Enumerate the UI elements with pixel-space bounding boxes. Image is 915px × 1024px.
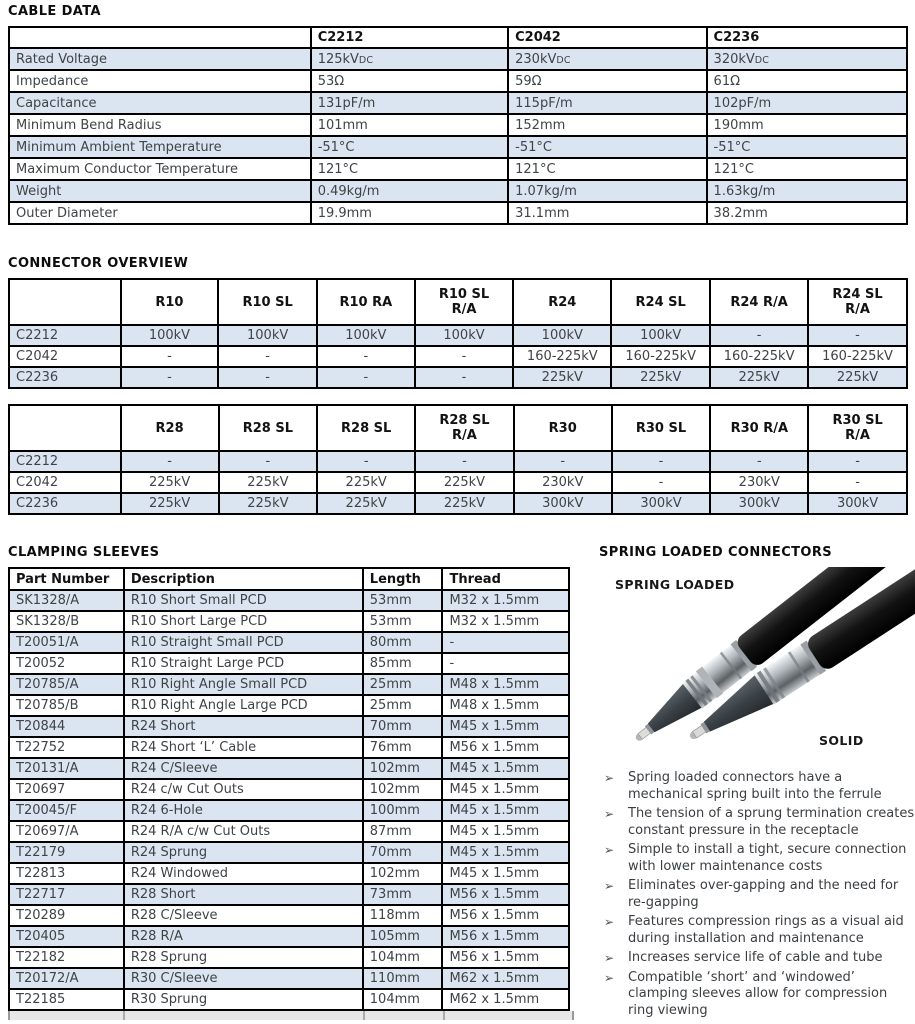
table-cell: C2236 xyxy=(9,367,121,388)
table-cell: 100kV xyxy=(317,325,415,346)
table-cell: Maximum Conductor Temperature xyxy=(9,158,311,180)
table-cell: R24 c/w Cut Outs xyxy=(124,779,363,800)
table-cell: - xyxy=(710,451,808,472)
table-cell: Minimum Bend Radius xyxy=(9,114,311,136)
column-header: C2212 xyxy=(311,27,508,48)
table-row xyxy=(9,70,907,92)
connector-overview-section xyxy=(8,256,908,515)
table-row xyxy=(9,136,907,158)
table-cell: Outer Diameter xyxy=(9,202,311,224)
table-cell: 225kV xyxy=(611,367,710,388)
column-header: Length xyxy=(363,568,443,590)
table-cell: R10 Straight Small PCD xyxy=(124,632,363,653)
table-cell: 110mm xyxy=(363,968,443,989)
table-cell: T20697 xyxy=(9,779,124,800)
table-cell: M56 x 1.5mm xyxy=(442,926,569,947)
table-cell: - xyxy=(442,653,569,674)
bullet-arrow-icon: ➢ xyxy=(604,843,615,857)
table-cell: 25mm xyxy=(363,695,443,716)
table-cell: 73mm xyxy=(363,884,443,905)
table-cell: R28 Short xyxy=(124,884,363,905)
table-cell: - xyxy=(415,346,514,367)
table-cell: M32 x 1.5mm xyxy=(442,611,569,632)
table-cell: 59Ω xyxy=(508,70,706,92)
bullet-text: Increases service life of cable and tube xyxy=(628,950,883,965)
table-cell: M45 x 1.5mm xyxy=(442,821,569,842)
table-cell: 53mm xyxy=(363,611,443,632)
table-row xyxy=(9,926,569,947)
table-cell: T22182 xyxy=(9,947,124,968)
table-cell: - xyxy=(317,367,415,388)
table-row xyxy=(9,695,569,716)
column-header: R30 xyxy=(514,405,612,451)
table-cell: R24 Short ‘L’ Cable xyxy=(124,737,363,758)
table-row xyxy=(9,92,907,114)
table-cell: 76mm xyxy=(363,737,443,758)
table-cell: 1.07kg/m xyxy=(508,180,706,202)
table-cell: 118mm xyxy=(363,905,443,926)
spring-loaded-section xyxy=(599,545,915,1022)
table-row xyxy=(9,114,907,136)
table-cell: - xyxy=(808,472,907,493)
table-cell: 100kV xyxy=(415,325,514,346)
table-cell: R24 6-Hole xyxy=(124,800,363,821)
feature-bullet-list xyxy=(599,770,915,1019)
table-cell: 225kV xyxy=(808,367,907,388)
table-cell: - xyxy=(808,325,907,346)
table-cell: SK1328/A xyxy=(9,590,124,611)
table-cell: 225kV xyxy=(415,472,514,493)
table-cell: C2042 xyxy=(9,472,121,493)
bullet-text: Compatible ‘short’ and ‘windowed’ clamping sleeves allow for compression ring viewing xyxy=(628,969,888,1018)
table-cell: - xyxy=(121,451,219,472)
bullet-item xyxy=(599,950,915,967)
table-cell: - xyxy=(219,451,318,472)
table-cell: 100kV xyxy=(121,325,219,346)
bullet-arrow-icon: ➢ xyxy=(604,771,615,785)
column-header: R30 R/A xyxy=(710,405,808,451)
bullet-text: Eliminates over-gapping and the need for re-gapping xyxy=(628,878,899,910)
column-header: R30 SL R/A xyxy=(808,405,907,451)
table-cell: 230kV xyxy=(710,472,808,493)
spring-loaded-connector xyxy=(626,567,915,753)
table-row xyxy=(9,821,569,842)
table-cell: C2042 xyxy=(9,346,121,367)
bullet-arrow-icon: ➢ xyxy=(604,951,615,965)
table-cell: T20051/A xyxy=(9,632,124,653)
cable-data-title: CABLE DATA xyxy=(8,4,101,19)
table-cell: T22185 xyxy=(9,989,124,1010)
column-header: R10 RA xyxy=(317,279,415,325)
table-cell: C2236 xyxy=(9,493,121,514)
table-row xyxy=(9,968,569,989)
bullet-item xyxy=(599,770,915,803)
spring-loaded-label: SPRING LOADED xyxy=(615,577,735,592)
table-cell: - xyxy=(317,451,415,472)
table-cell: R30 C/Sleeve xyxy=(124,968,363,989)
table-cell: M45 x 1.5mm xyxy=(442,758,569,779)
table-cell: T20405 xyxy=(9,926,124,947)
table-cell: - xyxy=(514,451,612,472)
next-row-partial xyxy=(8,1011,574,1020)
table-cell: 160-225kV xyxy=(808,346,907,367)
table-cell: -51°C xyxy=(707,136,907,158)
table-cell: T20785/B xyxy=(9,695,124,716)
table-cell: 320kVDC xyxy=(707,48,907,70)
cable-data-table xyxy=(8,26,908,225)
table-cell: 100kV xyxy=(611,325,710,346)
table-cell: R10 Short Large PCD xyxy=(124,611,363,632)
column-header: R28 xyxy=(121,405,219,451)
table-cell: - xyxy=(415,367,514,388)
table-cell: 100kV xyxy=(218,325,317,346)
table-cell: 300kV xyxy=(612,493,711,514)
table-cell: 87mm xyxy=(363,821,443,842)
column-header: R28 SL xyxy=(317,405,415,451)
table-cell: 19.9mm xyxy=(311,202,508,224)
table-cell: 225kV xyxy=(513,367,611,388)
table-row xyxy=(9,590,569,611)
table-cell: - xyxy=(218,346,317,367)
table-cell: - xyxy=(121,367,219,388)
solid-label: SOLID xyxy=(819,733,864,748)
table-cell: - xyxy=(442,632,569,653)
column-header: R10 xyxy=(121,279,219,325)
column-header: R10 SL R/A xyxy=(415,279,514,325)
table-cell: 61Ω xyxy=(707,70,907,92)
table-cell: Minimum Ambient Temperature xyxy=(9,136,311,158)
table-cell: 225kV xyxy=(121,472,219,493)
table-cell: M32 x 1.5mm xyxy=(442,590,569,611)
table-cell: 152mm xyxy=(508,114,706,136)
column-header: R10 SL xyxy=(218,279,317,325)
table-row xyxy=(9,947,569,968)
table-cell: C2212 xyxy=(9,325,121,346)
table-row xyxy=(9,451,907,472)
table-cell: 225kV xyxy=(415,493,514,514)
column-header xyxy=(9,27,311,48)
table-cell: 230kVDC xyxy=(508,48,706,70)
column-header: Part Number xyxy=(9,568,124,590)
table-row xyxy=(9,758,569,779)
bullet-arrow-icon: ➢ xyxy=(604,879,615,893)
table-cell: T20172/A xyxy=(9,968,124,989)
table-cell: M45 x 1.5mm xyxy=(442,863,569,884)
table-cell: T22813 xyxy=(9,863,124,884)
table-cell: 70mm xyxy=(363,716,443,737)
table-cell: 38.2mm xyxy=(707,202,907,224)
table-cell: 300kV xyxy=(710,493,808,514)
table-cell: - xyxy=(710,325,808,346)
table-row xyxy=(9,716,569,737)
table-cell: R10 Right Angle Small PCD xyxy=(124,674,363,695)
column-header: R28 SL R/A xyxy=(415,405,514,451)
table-cell: 85mm xyxy=(363,653,443,674)
column-header: R28 SL xyxy=(219,405,318,451)
bullet-text: Simple to install a tight, secure connection with lower maintenance costs xyxy=(628,842,907,874)
column-header: Thread xyxy=(442,568,569,590)
table-cell: M56 x 1.5mm xyxy=(442,905,569,926)
header-row xyxy=(9,27,907,48)
table-cell: -51°C xyxy=(311,136,508,158)
table-cell: R24 R/A c/w Cut Outs xyxy=(124,821,363,842)
table-cell: - xyxy=(121,346,219,367)
table-cell: - xyxy=(612,472,711,493)
connector-cables-image xyxy=(599,567,915,767)
table-cell: 1.63kg/m xyxy=(707,180,907,202)
table-cell: 225kV xyxy=(710,367,808,388)
table-cell: Weight xyxy=(9,180,311,202)
table-cell: R10 Straight Large PCD xyxy=(124,653,363,674)
table-cell: 102mm xyxy=(363,779,443,800)
table-cell: R28 Sprung xyxy=(124,947,363,968)
table-cell: R10 Short Small PCD xyxy=(124,590,363,611)
table-row xyxy=(9,158,907,180)
column-header: C2042 xyxy=(508,27,706,48)
table-row xyxy=(9,472,907,493)
table-cell: - xyxy=(317,346,415,367)
table-cell: 104mm xyxy=(363,947,443,968)
table-cell: R24 C/Sleeve xyxy=(124,758,363,779)
table-row xyxy=(9,863,569,884)
table-cell: T22179 xyxy=(9,842,124,863)
header-row xyxy=(9,568,569,590)
bullet-item xyxy=(599,914,915,947)
bullet-text: The tension of a sprung termination creates constant pressure in the receptacle xyxy=(628,806,915,838)
table-cell: T20785/A xyxy=(9,674,124,695)
table-row xyxy=(9,346,907,367)
table-cell: 230kV xyxy=(514,472,612,493)
table-cell: 121°C xyxy=(508,158,706,180)
table-cell: SK1328/B xyxy=(9,611,124,632)
table-cell: 53Ω xyxy=(311,70,508,92)
bullet-item xyxy=(599,970,915,1020)
table-cell: R24 Short xyxy=(124,716,363,737)
table-row xyxy=(9,779,569,800)
header-row xyxy=(9,405,907,451)
table-cell: 101mm xyxy=(311,114,508,136)
table-cell: M62 x 1.5mm xyxy=(442,968,569,989)
table-row xyxy=(9,180,907,202)
table-cell: T20697/A xyxy=(9,821,124,842)
table-cell: 125kVDC xyxy=(311,48,508,70)
connector-overview-title: CONNECTOR OVERVIEW xyxy=(8,256,189,271)
table-cell: T20844 xyxy=(9,716,124,737)
table-cell: 160-225kV xyxy=(513,346,611,367)
table-cell: M56 x 1.5mm xyxy=(442,884,569,905)
table-cell: M56 x 1.5mm xyxy=(442,737,569,758)
table-cell: M48 x 1.5mm xyxy=(442,695,569,716)
table-cell: 160-225kV xyxy=(611,346,710,367)
table-cell: R24 Windowed xyxy=(124,863,363,884)
table-cell: C2212 xyxy=(9,451,121,472)
table-cell: 100kV xyxy=(513,325,611,346)
table-cell: 102pF/m xyxy=(707,92,907,114)
table-cell: T20289 xyxy=(9,905,124,926)
table-cell: 0.49kg/m xyxy=(311,180,508,202)
table-row xyxy=(9,989,569,1010)
table-cell: 115pF/m xyxy=(508,92,706,114)
table-cell: 225kV xyxy=(121,493,219,514)
table-cell: 121°C xyxy=(311,158,508,180)
table-cell: 225kV xyxy=(219,472,318,493)
table-cell: Impedance xyxy=(9,70,311,92)
table-cell: 225kV xyxy=(219,493,318,514)
table-row xyxy=(9,905,569,926)
table-cell: 102mm xyxy=(363,758,443,779)
table-cell: M45 x 1.5mm xyxy=(442,716,569,737)
table-cell: 31.1mm xyxy=(508,202,706,224)
table-cell: T20131/A xyxy=(9,758,124,779)
connector-photo xyxy=(599,567,915,767)
table-cell: 121°C xyxy=(707,158,907,180)
table-cell: 190mm xyxy=(707,114,907,136)
table-row xyxy=(9,632,569,653)
table-row xyxy=(9,800,569,821)
table-cell: M56 x 1.5mm xyxy=(442,947,569,968)
table-cell: R28 R/A xyxy=(124,926,363,947)
table-cell: 160-225kV xyxy=(710,346,808,367)
table-cell: 225kV xyxy=(317,472,415,493)
bullet-text: Features compression rings as a visual aid during installation and maintenance xyxy=(628,914,904,946)
bullet-arrow-icon: ➢ xyxy=(604,970,615,985)
table-row xyxy=(9,842,569,863)
clamping-sleeves-section xyxy=(8,545,570,1020)
column-header xyxy=(9,405,121,451)
table-cell: 225kV xyxy=(317,493,415,514)
table-cell: 80mm xyxy=(363,632,443,653)
table-cell: 105mm xyxy=(363,926,443,947)
table-cell: R30 Sprung xyxy=(124,989,363,1010)
bullet-arrow-icon: ➢ xyxy=(604,915,615,929)
table-cell: - xyxy=(415,451,514,472)
table-cell: -51°C xyxy=(508,136,706,158)
table-cell: - xyxy=(808,451,907,472)
table-cell: 102mm xyxy=(363,863,443,884)
table-cell: Capacitance xyxy=(9,92,311,114)
table-cell: Rated Voltage xyxy=(9,48,311,70)
table-row xyxy=(9,674,569,695)
connector-table-r10-r24 xyxy=(8,278,908,389)
column-header: R24 xyxy=(513,279,611,325)
table-cell: 104mm xyxy=(363,989,443,1010)
table-row xyxy=(9,493,907,514)
table-row xyxy=(9,653,569,674)
table-cell: - xyxy=(612,451,711,472)
table-cell: R24 Sprung xyxy=(124,842,363,863)
column-header: Description xyxy=(124,568,363,590)
table-row xyxy=(9,611,569,632)
table-cell: T22752 xyxy=(9,737,124,758)
table-cell: R28 C/Sleeve xyxy=(124,905,363,926)
bullet-text: Spring loaded connectors have a mechanical spring built into the ferrule xyxy=(628,770,882,802)
table-cell: M62 x 1.5mm xyxy=(442,989,569,1010)
table-cell: 53mm xyxy=(363,590,443,611)
table-row xyxy=(9,48,907,70)
table-cell: 131pF/m xyxy=(311,92,508,114)
table-cell: 300kV xyxy=(514,493,612,514)
table-row xyxy=(9,367,907,388)
bullet-item xyxy=(599,878,915,911)
table-cell: 70mm xyxy=(363,842,443,863)
table-row xyxy=(9,737,569,758)
bullet-arrow-icon: ➢ xyxy=(604,807,615,821)
table-cell: - xyxy=(218,367,317,388)
table-row xyxy=(9,202,907,224)
table-cell: 100mm xyxy=(363,800,443,821)
table-cell: T20045/F xyxy=(9,800,124,821)
table-row xyxy=(9,884,569,905)
column-header: R24 R/A xyxy=(710,279,808,325)
table-cell: T22717 xyxy=(9,884,124,905)
table-cell: M45 x 1.5mm xyxy=(442,779,569,800)
table-cell: M45 x 1.5mm xyxy=(442,800,569,821)
column-header xyxy=(9,279,121,325)
connector-table-r28-r30 xyxy=(8,404,908,515)
column-header: R24 SL xyxy=(611,279,710,325)
bullet-item xyxy=(599,842,915,875)
header-row xyxy=(9,279,907,325)
clamping-sleeves-table xyxy=(8,567,570,1011)
spring-loaded-title: SPRING LOADED CONNECTORS xyxy=(599,545,833,560)
column-header: R24 SL R/A xyxy=(808,279,907,325)
table-cell: T20052 xyxy=(9,653,124,674)
table-row xyxy=(9,325,907,346)
table-cell: M48 x 1.5mm xyxy=(442,674,569,695)
table-cell: 300kV xyxy=(808,493,907,514)
clamping-sleeves-title: CLAMPING SLEEVES xyxy=(8,545,160,560)
table-cell: M45 x 1.5mm xyxy=(442,842,569,863)
table-cell: R10 Right Angle Large PCD xyxy=(124,695,363,716)
bullet-item xyxy=(599,806,915,839)
column-header: C2236 xyxy=(707,27,907,48)
column-header: R30 SL xyxy=(612,405,711,451)
cable-data-section xyxy=(8,4,908,225)
table-cell: 25mm xyxy=(363,674,443,695)
